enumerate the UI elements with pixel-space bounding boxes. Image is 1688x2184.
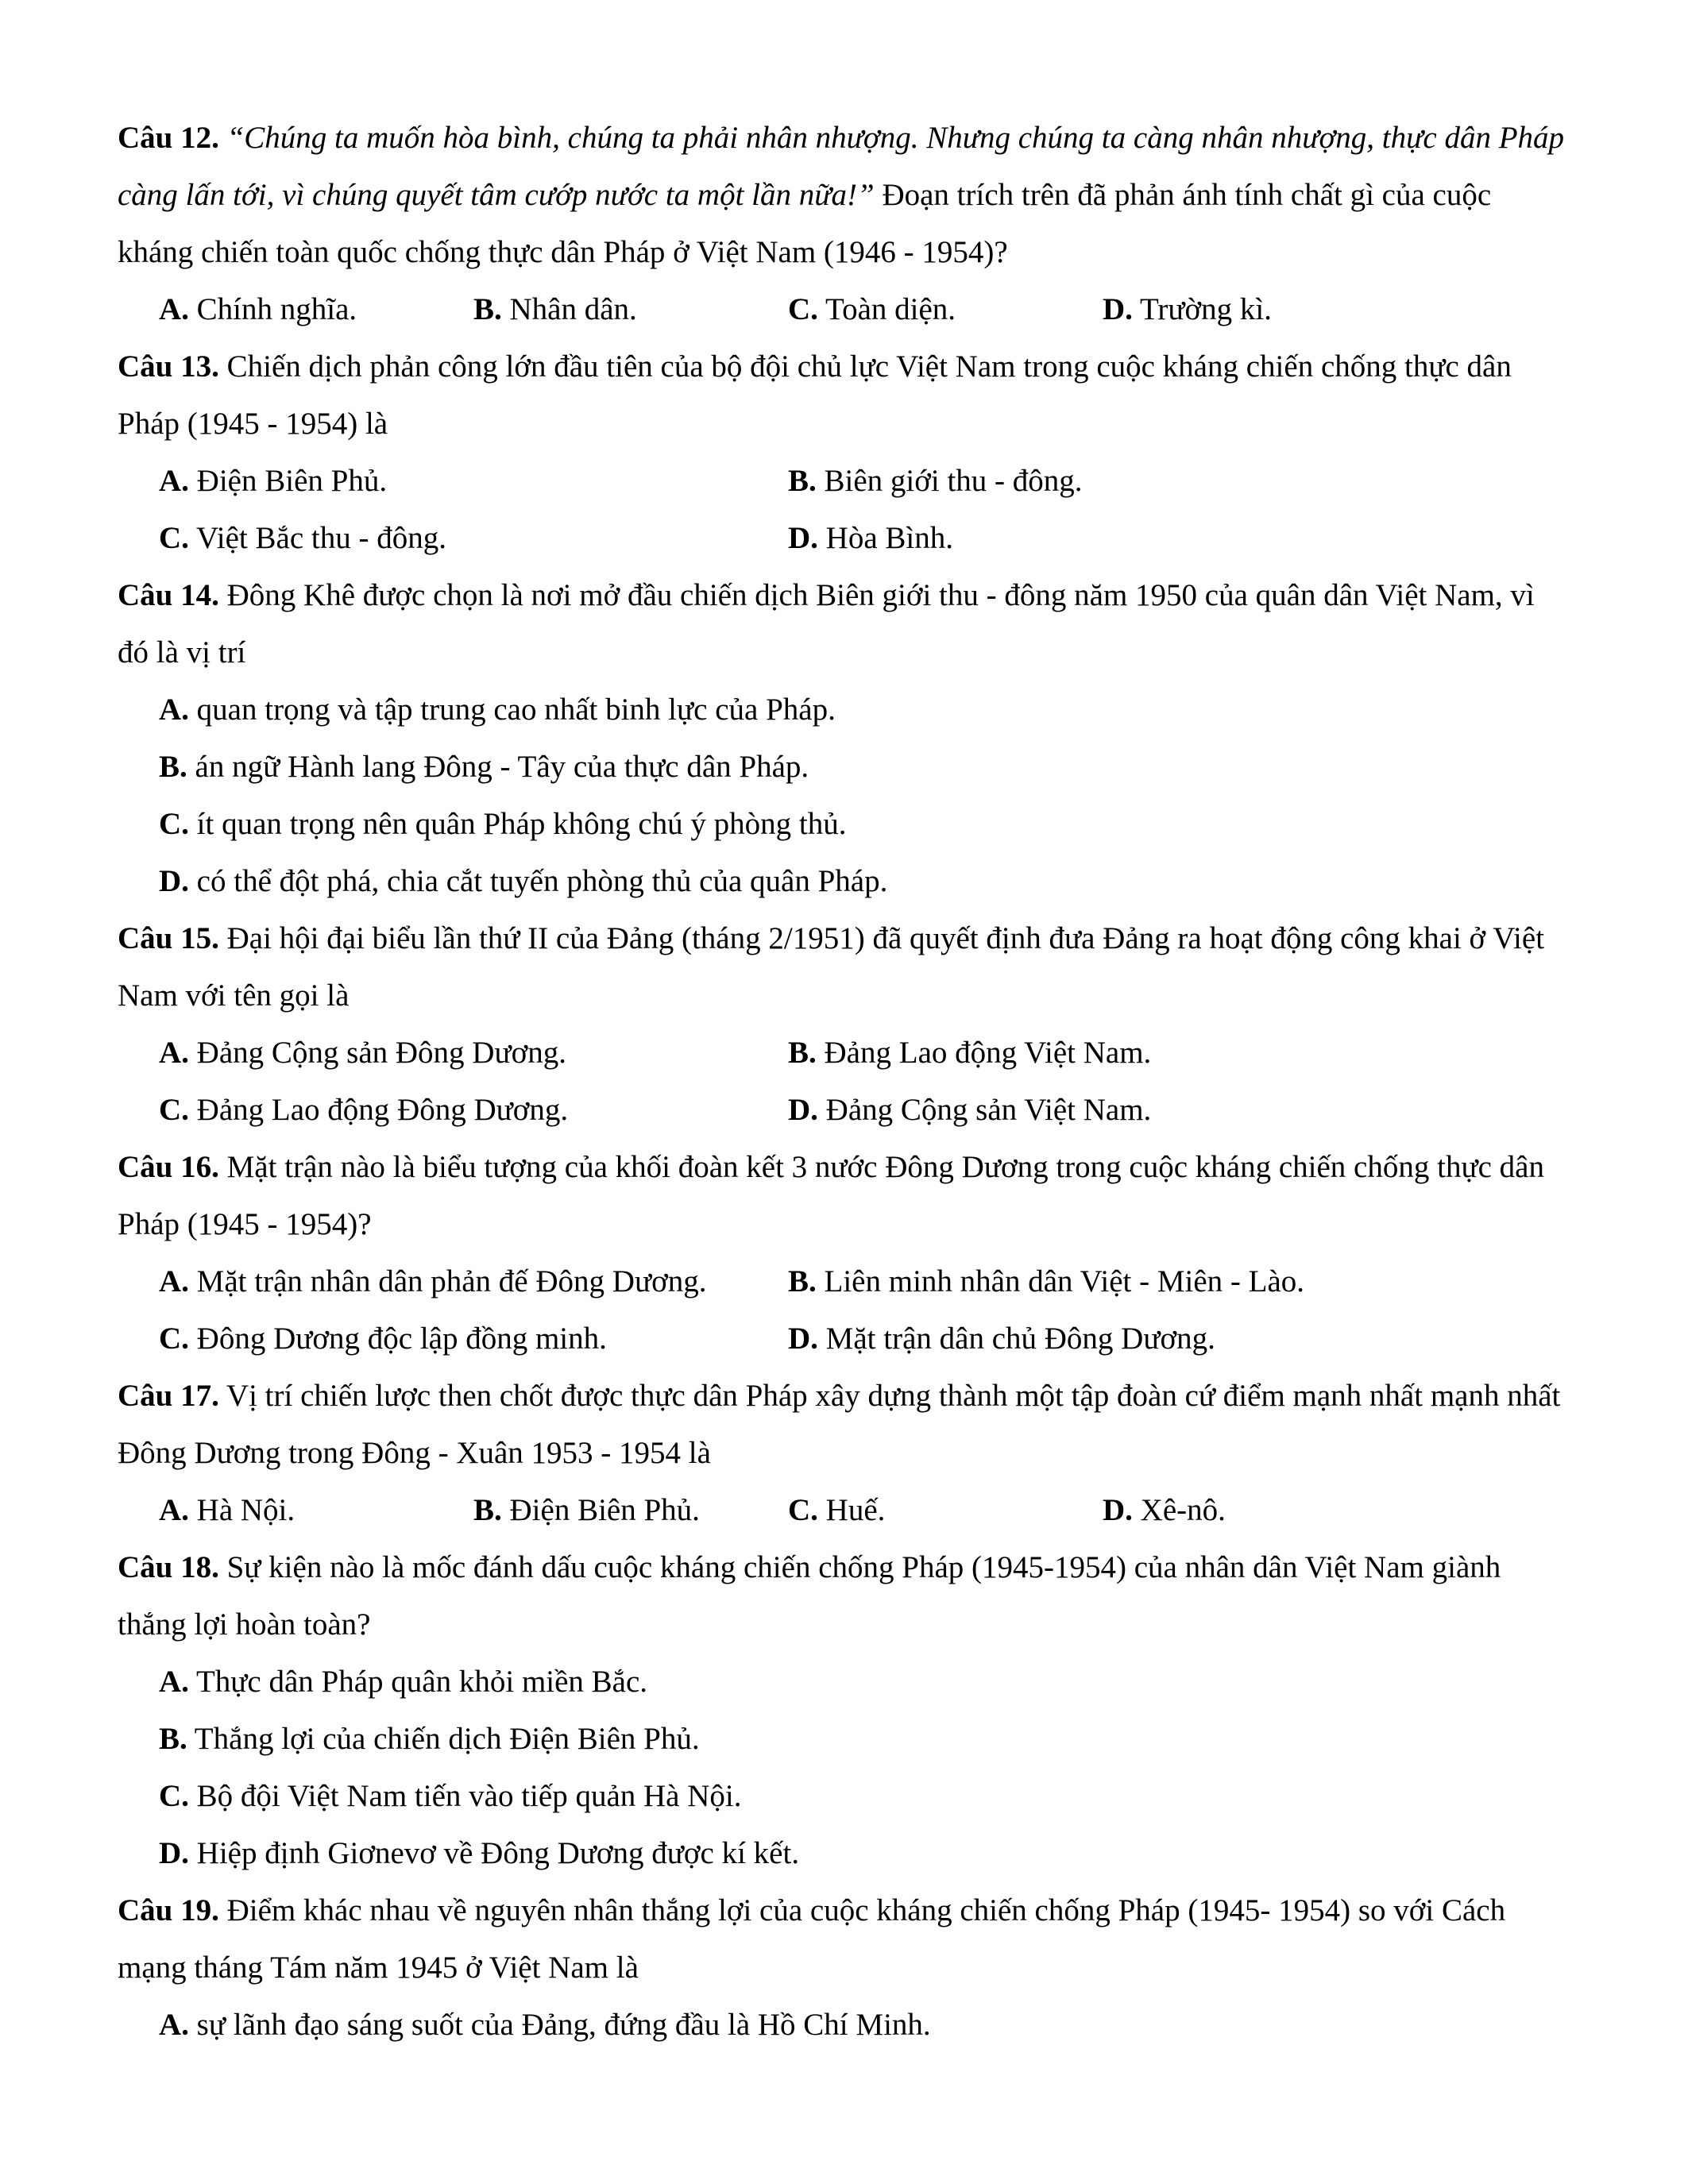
question-19 — [118, 1882, 1571, 2054]
option-letter: B. — [473, 1493, 502, 1527]
option-text: Điện Biên Phủ. — [501, 1493, 700, 1527]
option-text: Toàn diện. — [817, 292, 956, 326]
option-d — [1103, 281, 1417, 338]
options-row — [159, 796, 1571, 853]
question-14 — [118, 567, 1571, 910]
question-16 — [118, 1139, 1571, 1368]
question-label: Câu 18. — [118, 1550, 219, 1584]
option-text: ít quan trọng nên quân Pháp không chú ý phòng thủ. — [188, 807, 847, 841]
option-c — [159, 510, 788, 567]
options-row — [159, 1253, 1571, 1310]
question-label: Câu 14. — [118, 578, 219, 612]
question-body: Mặt trận nào là biểu tượng của khối đoàn kết 3 nước Đông Dương trong cuộc kháng chiến chống thực dân Pháp (1945 - 1954)? — [118, 1150, 1544, 1241]
option-letter: A. — [159, 292, 189, 326]
question-12 — [118, 110, 1571, 338]
question-label: Câu 15. — [118, 921, 219, 955]
option-text: Huế. — [817, 1493, 886, 1527]
option-text: Thực dân Pháp quân khỏi miền Bắc. — [188, 1665, 648, 1699]
option-letter: C. — [159, 521, 189, 555]
option-letter: A. — [159, 1036, 189, 1070]
option-text: Hòa Bình. — [817, 521, 953, 555]
option-text: Biên giới thu - đông. — [816, 464, 1083, 498]
question-text — [118, 910, 1571, 1024]
options-row — [159, 1997, 1571, 2054]
option-b — [473, 281, 788, 338]
option-d — [788, 510, 1417, 567]
option-d — [159, 1825, 799, 1882]
option-letter: D. — [788, 1093, 818, 1127]
option-text: Chính nghĩa. — [188, 292, 357, 326]
option-b — [788, 1024, 1417, 1082]
option-text: Hiệp định Giơnevơ về Đông Dương được kí kết. — [188, 1836, 800, 1870]
question-text — [118, 1368, 1571, 1482]
question-18 — [118, 1539, 1571, 1882]
option-letter: D. — [788, 1322, 818, 1356]
option-letter: D. — [788, 521, 818, 555]
option-text: Mặt trận nhân dân phản đế Đông Dương. — [188, 1264, 707, 1298]
option-a — [159, 1997, 931, 2054]
options-row — [159, 1310, 1571, 1368]
option-letter: B. — [159, 1722, 187, 1756]
options-row — [159, 681, 1571, 739]
option-c — [159, 1082, 788, 1139]
option-text: Nhân dân. — [501, 292, 637, 326]
option-letter: A. — [159, 1264, 189, 1298]
option-letter: B. — [788, 464, 817, 498]
option-d — [1103, 1482, 1417, 1539]
option-text: Thắng lợi của chiến dịch Điện Biên Phủ. — [187, 1722, 700, 1756]
option-text: Trường kì. — [1132, 292, 1273, 326]
option-letter: A. — [159, 693, 189, 727]
question-label: Câu 12. — [118, 121, 219, 155]
options-row — [159, 853, 1571, 910]
option-letter: A. — [159, 1493, 189, 1527]
option-b — [159, 739, 809, 796]
option-text: quan trọng và tập trung cao nhất binh lực của Pháp. — [188, 693, 836, 727]
option-text: Bộ đội Việt Nam tiến vào tiếp quản Hà Nội. — [188, 1779, 742, 1813]
options-row — [159, 510, 1571, 567]
options-row — [159, 1082, 1571, 1139]
option-letter: B. — [473, 292, 502, 326]
option-text: Đảng Lao động Đông Dương. — [188, 1093, 569, 1127]
question-17 — [118, 1368, 1571, 1539]
question-text — [118, 567, 1571, 681]
question-body: Chiến dịch phản công lớn đầu tiên của bộ đội chủ lực Việt Nam trong cuộc kháng chiến chống thực dân Pháp (1945 - 1954) là — [118, 349, 1512, 441]
options-row — [159, 1768, 1571, 1825]
option-c — [788, 281, 1103, 338]
options-row — [159, 1653, 1571, 1711]
option-a — [159, 453, 788, 510]
option-d — [159, 853, 887, 910]
question-body: Điểm khác nhau về nguyên nhân thắng lợi của cuộc kháng chiến chống Pháp (1945- 1954) so với Cách mạng tháng Tám năm 1945 ở Việt Nam là — [118, 1893, 1506, 1985]
options-row — [159, 739, 1571, 796]
option-letter: D. — [1103, 292, 1133, 326]
option-text: án ngữ Hành lang Đông - Tây của thực dân Pháp. — [187, 750, 809, 784]
question-13 — [118, 338, 1571, 567]
question-quote: “Chúng ta muốn hòa bình, chúng ta phải nhân nhượng. Nhưng chúng ta càng nhân nhượng, thực dân Pháp càng lấn tới, vì chúng quyết tâm cướp nước ta một lần nữa!” — [118, 121, 1565, 212]
option-text: Đảng Lao động Việt Nam. — [816, 1036, 1152, 1070]
options-row — [159, 1482, 1571, 1539]
option-letter: D. — [159, 1836, 189, 1870]
question-body: Đoạn trích trên đã phản ánh tính chất gì của cuộc kháng chiến toàn quốc chống thực dân Pháp ở Việt Nam (1946 - 1954)? — [118, 178, 1492, 269]
question-label: Câu 17. — [118, 1379, 219, 1413]
option-letter: C. — [159, 1093, 189, 1127]
option-letter: B. — [788, 1264, 817, 1298]
option-letter: A. — [159, 2008, 189, 2042]
question-text — [118, 1539, 1571, 1653]
options-row — [159, 453, 1571, 510]
option-c — [788, 1482, 1103, 1539]
exam-page — [118, 110, 1571, 2054]
option-letter: C. — [788, 292, 818, 326]
option-text: Xê-nô. — [1132, 1493, 1226, 1527]
option-c — [159, 1768, 742, 1825]
option-letter: C. — [159, 1322, 189, 1356]
option-text: Mặt trận dân chủ Đông Dương. — [817, 1322, 1215, 1356]
option-text: sự lãnh đạo sáng suốt của Đảng, đứng đầu là Hồ Chí Minh. — [188, 2008, 931, 2042]
option-text: Việt Bắc thu - đông. — [188, 521, 446, 555]
options-row — [159, 1024, 1571, 1082]
options-row — [159, 1825, 1571, 1882]
option-letter: B. — [788, 1036, 817, 1070]
option-a — [159, 281, 473, 338]
options-row — [159, 1711, 1571, 1768]
question-body: Đại hội đại biểu lần thứ II của Đảng (tháng 2/1951) đã quyết định đưa Đảng ra hoạt động công khai ở Việt Nam với tên gọi là — [118, 921, 1545, 1013]
option-letter: C. — [159, 807, 189, 841]
question-text — [118, 110, 1571, 281]
question-body: Sự kiện nào là mốc đánh dấu cuộc kháng chiến chống Pháp (1945-1954) của nhân dân Việt Nam giành thắng lợi hoàn toàn? — [118, 1550, 1501, 1642]
option-b — [788, 1253, 1417, 1310]
option-a — [159, 1024, 788, 1082]
option-text: có thể đột phá, chia cắt tuyến phòng thủ của quân Pháp. — [188, 864, 888, 898]
option-text: Đảng Cộng sản Đông Dương. — [188, 1036, 566, 1070]
option-b — [159, 1711, 700, 1768]
option-text: Đảng Cộng sản Việt Nam. — [817, 1093, 1152, 1127]
option-letter: B. — [159, 750, 187, 784]
question-body: Vị trí chiến lược then chốt được thực dân Pháp xây dựng thành một tập đoàn cứ điểm mạnh nhất mạnh nhất Đông Dương trong Đông - Xuân 1953 - 1954 là — [118, 1379, 1561, 1470]
option-text: Liên minh nhân dân Việt - Miên - Lào. — [816, 1264, 1305, 1298]
option-b — [788, 453, 1417, 510]
option-d — [788, 1082, 1417, 1139]
option-a — [159, 1253, 788, 1310]
question-body: Đông Khê được chọn là nơi mở đầu chiến dịch Biên giới thu - đông năm 1950 của quân dân Việt Nam, vì đó là vị trí — [118, 578, 1535, 669]
option-c — [159, 1310, 788, 1368]
option-letter: C. — [159, 1779, 189, 1813]
question-15 — [118, 910, 1571, 1139]
option-letter: A. — [159, 464, 189, 498]
option-letter: C. — [788, 1493, 818, 1527]
option-d — [788, 1310, 1417, 1368]
option-text: Hà Nội. — [188, 1493, 295, 1527]
option-letter: D. — [1103, 1493, 1133, 1527]
option-text: Đông Dương độc lập đồng minh. — [188, 1322, 607, 1356]
question-label: Câu 19. — [118, 1893, 219, 1927]
question-label: Câu 16. — [118, 1150, 219, 1184]
option-c — [159, 796, 847, 853]
option-a — [159, 1653, 647, 1711]
question-text — [118, 1882, 1571, 1997]
option-b — [473, 1482, 788, 1539]
option-text: Điện Biên Phủ. — [188, 464, 388, 498]
question-text — [118, 338, 1571, 453]
options-row — [159, 281, 1571, 338]
option-letter: A. — [159, 1665, 189, 1699]
question-text — [118, 1139, 1571, 1253]
option-a — [159, 1482, 473, 1539]
question-label: Câu 13. — [118, 349, 219, 384]
option-letter: D. — [159, 864, 189, 898]
option-a — [159, 681, 836, 739]
